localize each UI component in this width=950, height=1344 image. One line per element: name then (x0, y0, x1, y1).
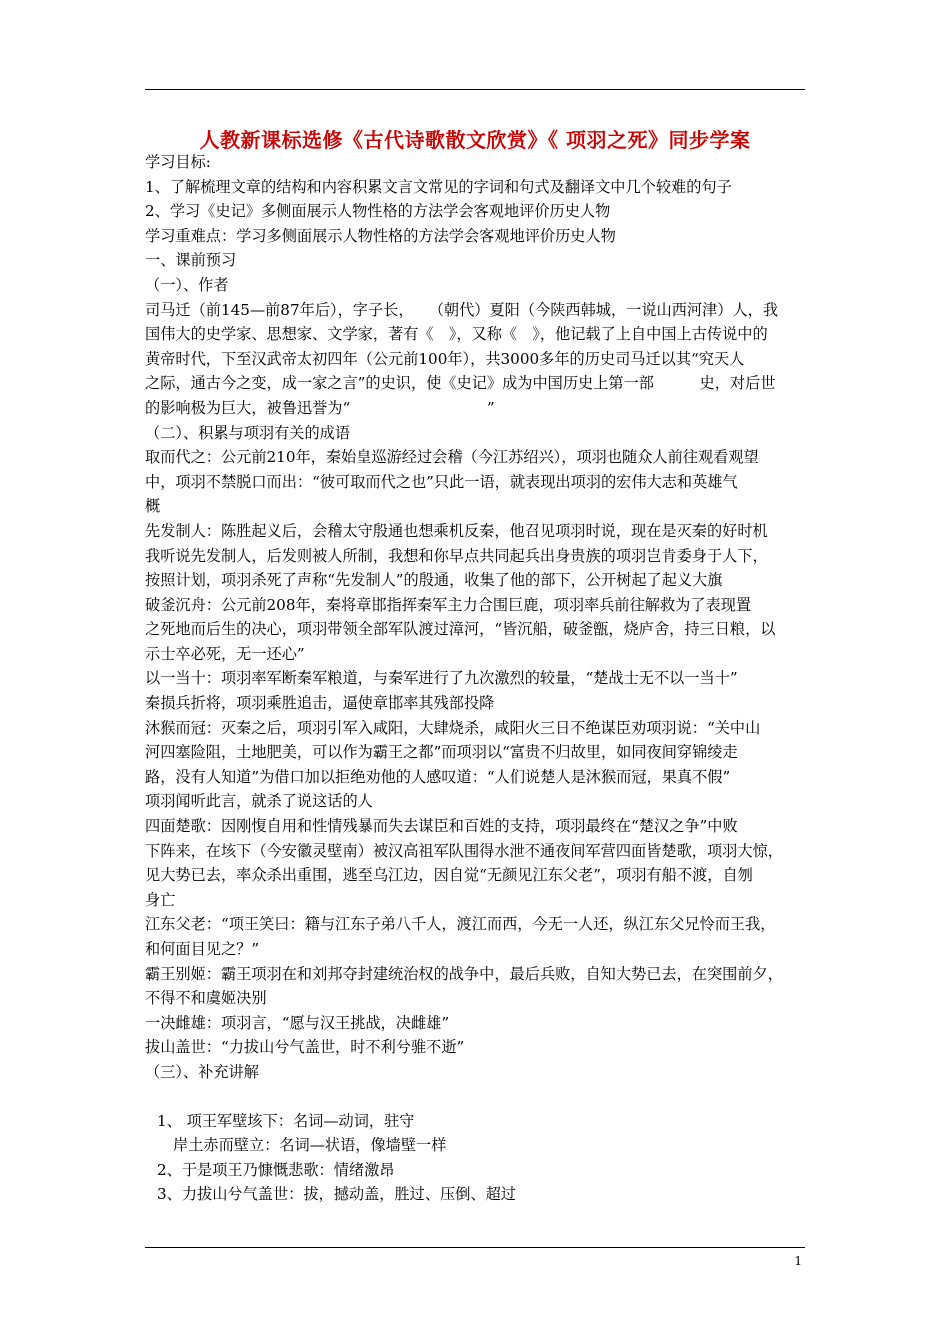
paragraph-line: 一决雌雄：项羽言，“愿与汉王挑战，决雌雄” (145, 1013, 450, 1032)
paragraph-line: 和何面目见之？” (145, 940, 260, 958)
document-title: 人教新课标选修《古代诗歌散文欣赏》《 项羽之死》同步学案 (199, 128, 751, 152)
paragraph-line: 司马迁（前145—前87年后），字子长， （朝代）夏阳（今陕西韩城，一说山西河津）人，我 (145, 300, 779, 319)
paragraph-line: 按照计划，项羽杀死了声称“先发制人”的殷通，收集了他的部下，公开树起了起义大旗 (145, 571, 723, 590)
paragraph-line: 四面楚歌：因刚愎自用和性情残暴而失去谋臣和百姓的支持，项羽最终在“楚汉之争”中败 (145, 817, 738, 836)
paragraph-line: 不得不和虞姬决别 (145, 989, 267, 1008)
subsection-heading: （二）、积累与项羽有关的成语 (145, 423, 351, 442)
paragraph-line: 以一当十：项羽率军断秦军粮道，与秦军进行了九次激烈的较量，“楚战士无不以一当十” (145, 669, 738, 688)
header-rule (145, 89, 805, 90)
document-body (145, 150, 815, 1207)
paragraph-line: 见大势已去，率众杀出重围，逃至乌江边，因自觉“无颜见江东父老”，项羽有船不渡，自刎 (145, 866, 753, 885)
note-item: 1、 项王军壁垓下：名词—动词，驻守 (157, 1111, 415, 1130)
page-number: 1 (794, 1254, 802, 1268)
section-heading: 学习目标: (145, 153, 211, 171)
paragraph-line: 概 (145, 497, 161, 516)
section-heading: 一、课前预习 (145, 251, 237, 270)
note-item: 岸土赤而壁立：名词—状语，像墙壁一样 (173, 1136, 447, 1155)
spacer (145, 1085, 815, 1109)
subsection-heading: （三）、补充讲解 (145, 1062, 259, 1081)
paragraph-line: 河四塞险阻，土地肥美，可以作为霸王之都”而项羽以“富贵不归故里，如同夜间穿锦绫走 (145, 743, 738, 762)
subsection-heading: （一）、作者 (145, 275, 229, 294)
paragraph-line: 沐猴而冠：灭秦之后，项羽引军入咸阳，大肆烧杀，咸阳火三日不绝谋臣劝项羽说：“关中山 (145, 718, 761, 737)
paragraph-line: 的影响极为巨大，被鲁迅誉为“ ” (145, 398, 495, 417)
paragraph-line: 取而代之：公元前210年，秦始皇巡游经过会稽（今江苏绍兴），项羽也随众人前往观看观望 (145, 448, 759, 467)
paragraph-line: 秦损兵折将，项羽乘胜追击，逼使章邯率其残部投降 (145, 694, 495, 713)
paragraph-line: 之际，通古今之变，成一家之言”的史识，使《史记》成为中国历史上第一部 史，对后世 (145, 374, 776, 393)
paragraph-line: 示士卒必死，无一还心” (145, 644, 305, 663)
paragraph-line: 霸王别姬：霸王项羽在和刘邦夺封建统治权的战争中，最后兵败，自知大势已去，在突围前夕， (145, 964, 783, 983)
paragraph-line: 我听说先发制人，后发则被人所制，我想和你早点共同起兵出身贵族的项羽岂肯委身于人下， (145, 546, 768, 565)
paragraph-line: 先发制人：陈胜起义后，会稽太守殷通也想乘机反秦，他召见项羽时说，现在是灭秦的好时机 (145, 521, 768, 540)
paragraph-line: 下阵来，在垓下（今安徽灵壁南）被汉高祖军队围得水泄不通夜间军营四面皆楚歌，项羽大惊， (145, 841, 783, 860)
note-item: 2、于是项王乃慷慨悲歌：情绪激昂 (157, 1160, 395, 1179)
paragraph-line: 江东父老：“项王笑曰：籍与江东子弟八千人，渡江而西，今无一人还，纵江东父兄怜而王我， (145, 915, 776, 934)
objective-line: 2、学习《史记》多侧面展示人物性格的方法学会客观地评价历史人物 (145, 202, 611, 221)
paragraph-line: 项羽闻听此言，就杀了说这话的人 (145, 792, 373, 811)
paragraph-line: 身亡 (145, 890, 176, 909)
note-item: 3、力拔山兮气盖世：拔，撼动盖，胜过、压倒、超过 (157, 1185, 516, 1204)
paragraph-line: 之死地而后生的决心，项羽带领全部军队渡过漳河，“皆沉船，破釜甑，烧庐舍，持三日粮，以 (145, 620, 776, 639)
key-point-line: 学习重难点：学习多侧面展示人物性格的方法学会客观地评价历史人物 (145, 226, 616, 245)
paragraph-line: 国伟大的史学家、思想家、文学家，著有《 》，又称《 》，他记载了上自中国上古传说中的 (145, 325, 768, 344)
paragraph-line: 黄帝时代，下至汉武帝太初四年（公元前100年），共3000多年的历史司马迁以其“究天人 (145, 349, 745, 368)
paragraph-line: 拔山盖世：“力拔山兮气盖世，时不利兮骓不逝” (145, 1038, 465, 1057)
paragraph-line: 破釜沉舟：公元前208年，秦将章邯指挥秦军主力合围巨鹿，项羽率兵前往解救为了表现置 (145, 595, 752, 614)
paragraph-line: 中，项羽不禁脱口而出：“彼可取而代之也”只此一语，就表现出项羽的宏伟大志和英雄气 (145, 472, 738, 491)
footer-rule (145, 1247, 805, 1248)
paragraph-line: 路，没有人知道”为借口加以拒绝劝他的人感叹道：“人们说楚人是沐猴而冠，果真不假” (145, 767, 731, 786)
objective-line: 1、了解梳理文章的结构和内容积累文言文常见的字词和句式及翻译文中几个较难的句子 (145, 177, 732, 196)
